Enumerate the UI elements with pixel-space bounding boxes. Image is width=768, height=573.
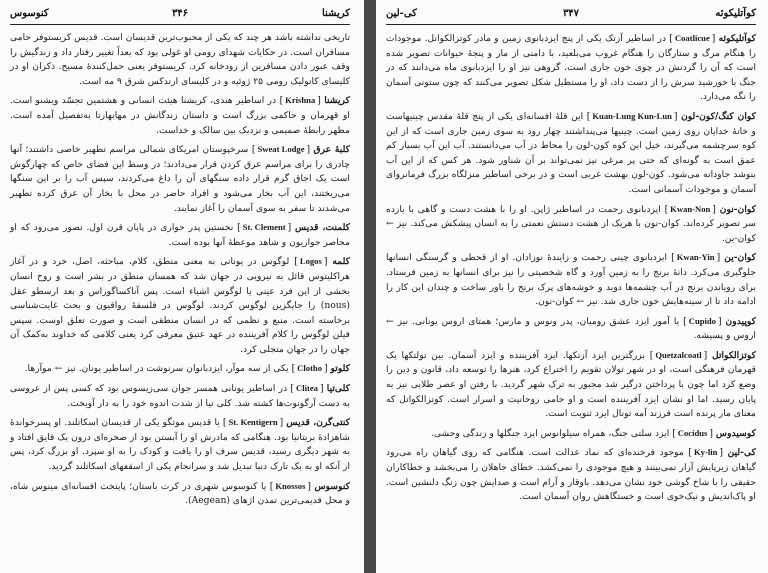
entry-ky-lin: کی-لین [Ky-lin] موجود فرخنده‌ای که نماد عدالت است. هنگامی که روی گیاهان راه می‌رود گیاهان زیرپایش آزار نمی‌بینند و هیچ موجودی را نمی‌کشد. خطای جاهلان را می‌بخشد و خطاکاران حقیقی را با شاخ گوشی خود نشان می‌دهد. باوقار و آرام است و صدایش چون زنگ دلنشین است. او پاک‌اندیش و نیک‌خوی است و خستگاهش روان آسمان است. <box>386 447 756 503</box>
running-head-right: کریشنا <box>321 8 350 19</box>
entry-term: کلبهٔ عرق <box>313 144 350 156</box>
right-page <box>376 0 768 573</box>
entry-kwan-yin: کوان-ین [Kwan-Yin] ایزدبانوی چینی رحمت و زایندهٔ نوزادان. او از قحطی و گرسنگی انسانها جلوگیری می‌کرد. دانهٔ برنج را به زمین آورد و گاه شخصیتی را نیز برای انسانها به زمین فرستاد. برای رویاندن برنج در آب چشمه‌ها دوید و خوشه‌های پرک برنج را باور ساخت و چندان این کار را ادامه داد تا از سینه‌هایش خون جاری شد. نیز ← کوان-نون. <box>386 252 756 308</box>
entry-logos: کلمه [Logos] لوگوس در یونانی به معنی منطق، کلام، مباحثه، اصل، خرد و در آغاز هراکلیتوس قائل به نیرویی در جهان شد که همسان منطق در بشر است و روح انسان بخشی از این فرد عینی یا لوگوس اشیاء است. پس آناکساگوراس و بعد ارسطو عقل (nous) را جایگزین لوگوس کردند. لوگوس در فلسفهٔ رواقیون و بحث غایت‌شناسی برخاسته است. منبع و نظمی که در انسان منطقی است و صورت تعلق اوست. سپس فیلن لوگوس را کلام آفریننده در عهد عتیق معرفی کرد یعنی کلامی که خداوند به‌کمک آن جهان را در جهان متجلی کرد. <box>10 256 350 355</box>
left-page-header <box>10 6 350 25</box>
entry-latin: Kwan-Yin <box>676 252 715 263</box>
entry-latin: Coatlicue <box>674 33 710 43</box>
entry-body: بزرگترین ایزد آزتکها. ایزد آفریننده و ایزد آسمان. بین تولتکها یک قهرمان فرهنگی است، او در شهر تولان تقویم را اختراع کرد، هنرها را توسعه داد، قانون و دین را وضع کرد اما چون با پرداختن درگیر شد مجبور به ترک شهر گردید. با رفتن او عصر طلایی نیز به پایان رسید. اما او نشان ایزد آفریننده است و او حامی روحانیت و اسرار است. کوتزالکواتل که معنای مار پرنده است فرزند آمه تونال ایزد ثنویت است. <box>386 349 756 420</box>
entry-body: یا قدیس موتگو یکی از قدیسان اسکاتلند. او پسرخواندهٔ شاهزادهٔ بریتانیا بود. هنگامی که مادرش او را آبستن بود از صخره‌ای درون یک قایق افتاد و به شهر دیگری رسید، قدیس سرف او را یافت و کودک را به او سپرد. او بزرگ کرد، پس از آنکه او به یک تارک دنیا تبدیل شد و سرانجام یکی از اسقفهای اسکاتلند گردید. <box>10 417 350 473</box>
entry-body: در اساطیر آزتک یکی از پنج ایزدبانوی زمین و مادر کوتزالکواتل. موجودات را هنگام مرگ و ستارگان را هنگام غروب می‌بلعید، با دامنی از مار و پنجهٔ حیوانات تصویر شده است که آن را گردنش در چوی خون جاری است. گروهی نیز او را ایزدبانوی ماه می‌دانند که در جنگ با خورشید سرش را از دست داد، او را مستطیل شکل تصویر می‌کنند که چون ستونی آسمان را نگه می‌دارد. <box>386 33 756 103</box>
entry-cocidus: کوسیدوس [Cocidus] ایزد سلتی جنگ، همراه سیلوانوس ایزد جنگلها و زندگی وحشی. <box>430 427 756 439</box>
entry-sweat-lodge: کلبهٔ عرق [Sweat Lodge] سرخپوستان امریکای شمالی مراسم تطهیر خاصی داشتند؛ آنها چادری را برای مراسم عرق کردن قرار می‌دادند؛ در وسط این فضای خاص که چهارگوش است یک اجاق گرم قرار داده سنگهای آن را داغ می‌کردند، سپس آب را بر این سنگها می‌ریختند، این آب بخار می‌شود و افراد حاضر در محل با بخار آن عرق کرده تطهیر می‌شدند تا سفر به سوی آسمان را آغاز نمایند. <box>10 144 350 214</box>
entry-body: نخستین پدر حواری در پایان قرن اول. تصور می‌رود که او محاصر حواریون و شاهد موعظهٔ آنها بوده است. <box>10 222 350 248</box>
entry-latin: Ky-lin <box>694 447 718 458</box>
entry-term: کوپیدون <box>725 315 757 327</box>
running-head-left: کی-لین <box>386 8 417 19</box>
entry-clotho: کلوتو [Clotho] یکی از سه موآر، ایزدبانوان سرنوشت در اساطیر یونان. نیز ← موآرها. <box>24 363 350 375</box>
entry-latin: Clitea <box>296 383 318 394</box>
entry-coatlicue: کوآتلیکوئه [Coatlicue] در اساطیر آزتک یکی از پنج ایزدبانوی زمین و مادر کوتزالکواتل. موجودات را هنگام مرگ و ستارگان را هنگام غروب می‌بلعید، با دامنی از مار و پنجهٔ حیوانات تصویر شده است که آن را گردنش در چوی خون جاری است. گروهی نیز او را ایزدبانوی ماه می‌دانند که در جنگ با خورشید سرش را از دست داد، او را مستطیل شکل تصویر می‌کنند که چون ستونی آسمان را نگه می‌دارد. <box>386 33 756 103</box>
entry-latin: Cocidus <box>677 427 708 438</box>
entry-st-kentigern: کنتی‌گرن، قدیس [St. Kentigern] یا قدیس موتگو یکی از قدیسان اسکاتلند. او پسرخواندهٔ شاهزادهٔ بریتانیا بود. هنگامی که مادرش او را آبستن بود از صخره‌ای درون یک قایق افتاد و به شهر دیگری رسید، قدیس سرف او را یافت و کودک را به او سپرد. او بزرگ کرد، پس از آنکه او به یک تارک دنیا تبدیل شد و سرانجام یکی از اسقفهای اسکاتلند گردید. <box>10 417 350 473</box>
entry-term: کلمه <box>332 256 350 268</box>
entry-term: کلوتو <box>330 363 350 375</box>
entry-body: این قلهٔ افسانه‌ای یکی از پنج قلهٔ مقدس چینیهاست و خانهٔ خدایان روی زمین است. چینیها می‌پنداشتند چهار رود به سوی زمین جاری است که از این کوه سرچشمه می‌گیرند، خیل این کوه کون-لون را محاط در آب می‌دانستند. آب این آب بسیار کم عمق است به گونه‌ای که حتی پر مرغی نیز نمی‌تواند بر آن شناور شود. هر کس که از این آب بنوشد جاودانه می‌شود. کون-لون بهشت غربی است و در برخی اساطیر منزلگاه بزرگ فرمانروای آسمان و موجودات آسمانی است. <box>386 110 756 195</box>
entry-latin: Clotho <box>297 363 323 374</box>
left-page <box>0 0 364 573</box>
entry-body: یکی از سه موآر، ایزدبانوان سرنوشت در اساطیر یونان. نیز ← موآرها. <box>24 363 289 375</box>
entry-latin: Cupido <box>688 315 716 326</box>
entry-latin: Kwan-Non <box>670 203 711 214</box>
entry-body: لوگوس در یونانی به معنی منطق، کلام، مباحثه، اصل، خرد و در آغاز هراکلیتوس قائل به نیرویی در جهان شد که همسان منطق در بشر است و روح انسان بخشی از این فرد عینی یا لوگوس اشیاء است. پس آناکساگوراس و بعد ارسطو عقل (nous) را جایگزین لوگوس کردند. لوگوس در فلسفهٔ رواقیون و بحث غایت‌شناسی برخاسته است. منبع و نظمی که در انسان منطقی است و صورت تعلق اوست. سپس فیلن لوگوس را کلام آفریننده در عهد عتیق معرفی کرد یعنی کلامی که خداوند به‌کمک آن جهان را در جهان متجلی کرد. <box>10 256 350 355</box>
entry-latin: St. Kentigern <box>228 417 278 428</box>
running-head-left: کنوسوس <box>10 8 49 19</box>
entry-body: ایزد سلتی جنگ، همراه سیلوانوس ایزد جنگلها و زندگی وحشی. <box>430 427 670 439</box>
entry-kwan-non: کوان-نون [Kwan-Non] ایزدبانوی رحمت در اساطیر ژاپن. او را با هشت دست و گاهی با یازده سر تصویر کرده‌اند. کوان-نون با هریک از هشت دستش نعمتی را به انسان پیشکش می‌کند. نیز ← کوان-ین. <box>386 203 756 244</box>
entry-term: کی-لین <box>727 447 756 459</box>
entry-quetzalcoatl: کوتزالکواتل [Quetzalcoatl] بزرگترین ایزد آزتکها. ایزد آفریننده و ایزد آسمان. بین تولتکها یک قهرمان فرهنگی است، او در شهر تولان تقویم را اختراع کرد، هنرها را توسعه داد، قانون و دین را وضع کرد اما چون با پرداختن درگیر شد مجبور به ترک شهر گردید. با رفتن او عصر طلایی نیز به پایان رسید. اما او نشان ایزد آفریننده است و او حامی روحانیت و اسرار است. کوتزالکواتل که معنای مار پرنده است فرزند آمه تونال ایزد ثنویت است. <box>386 349 756 420</box>
entry-body: موجود فرخنده‌ای که نماد عدالت است. هنگامی که روی گیاهان راه می‌رود گیاهان زیرپایش آزار نمی‌بینند و هیچ موجودی را نمی‌کشد. خطای جاهلان را می‌بخشد و خطاکاران حقیقی را با شاخ گوشی خود نشان می‌دهد. باوقار و آرام است و صدایش چون زنگ دلنشین است. او پاک‌اندیش و نیک‌خوی است و خستگاهش روان آسمان است. <box>386 447 756 503</box>
entry-cupido: کوپیدون [Cupido] یا آمور ایزد عشق رومیان، پدر ونوس و مارس؛ همتای اروس یونانی. نیز ← اروس و پسیشه. <box>386 315 757 342</box>
entry-body: سرخپوستان امریکای شمالی مراسم تطهیر خاصی داشتند؛ آنها چادری را برای مراسم عرق کردن قرار می‌دادند؛ در وسط این فضای خاص که چهارگوش است یک اجاق گرم قرار داده سنگهای آن را داغ می‌کردند، سپس آب را بر این سنگها می‌ریختند، این آب بخار می‌شود و افراد حاضر در محل با بخار آن عرق کرده تطهیر می‌شدند تا سفر به سوی آسمان را آغاز نمایند. <box>10 144 350 214</box>
entry-term: کوتزالکواتل <box>712 349 756 361</box>
running-head-right: کوآتلیکوئه <box>715 8 756 19</box>
entry-kun-lun: کوان کنگ/کون-لون [Kuan-Lung Kun-Lun] این قلهٔ افسانه‌ای یکی از پنج قلهٔ مقدس چینیهاست و خانهٔ خدایان روی زمین است. چینیها می‌پنداشتند چهار رود به سوی زمین جاری است که از این کوه سرچشمه می‌گیرند، خیل این کوه کون-لون را محاط در آب می‌دانستند. آب این آب بسیار کم عمق است به گونه‌ای که حتی پر مرغی نیز نمی‌تواند بر آن شناور شود. هر کس که از این آب بنوشد جاودانه می‌شود. کون-لون بهشت غربی است و در برخی اساطیر منزلگاه بزرگ فرمانروای آسمان و موجودات آسمانی است. <box>386 110 757 195</box>
entry-latin: Knossos <box>275 480 306 491</box>
entry-body: ایزدبانوی چینی رحمت و زایندهٔ نوزادان. او از قحطی و گرسنگی انسانها جلوگیری می‌کرد. دانهٔ برنج را به زمین آورد و گاه شخصیتی را نیز برای انسانها به زمین فرستاد. برای رویاندن برنج در آب چشمه‌ها دوید و خوشه‌های پرک برنج را باور ساخت و چندان این کار را ادامه داد تا از سینه‌هایش خون جاری شد. نیز ← کوان-نون. <box>386 252 756 308</box>
entry-latin: Sweat Lodge <box>257 144 305 155</box>
entry-body: یا آمور ایزد عشق رومیان، پدر ونوس و مارس؛ همتای اروس یونانی. نیز ← اروس و پسیشه. <box>386 315 756 342</box>
right-page-header <box>386 6 756 25</box>
entry-body: در اساطیر یونانی همسر جوان سی‌زیسوس بود که کسی پس از عروسی به دست آرگونوت‌ها کشته شد. کلی تیا از شدت اندوه خود را به دار آویخت. <box>10 383 350 409</box>
entry-term: کوان-ین <box>724 252 756 264</box>
entry-latin: Quetzalcoatl <box>655 349 702 360</box>
entry-body: در اساطیر هندی، کریشنا هیئت انسانی و هشتمین تجسّد ویشنو است. او قهرمان و حاکمی بزرگ است و داستان زندگانش در مهابهارتا به‌تفصیل آمده است. مظهر رابطهٔ صمیمی و نزدیک بین سالک و خداست. <box>10 95 350 136</box>
entry-continuation <box>10 31 350 89</box>
page-number: ۳۴۷ <box>562 8 580 19</box>
entry-krishna: کریشنا [Krishna] در اساطیر هندی، کریشنا هیئت انسانی و هشتمین تجسّد ویشنو است. او قهرمان و حاکمی بزرگ است و داستان زندگانش در مهابهارتا به‌تفصیل آمده است. مظهر رابطهٔ صمیمی و نزدیک بین سالک و خداست. <box>10 95 350 136</box>
entry-latin: Kuan-Lung Kun-Lun <box>592 110 672 121</box>
entry-st-clement: کلمنت، قدیس [St. Clement] نخستین پدر حواری در پایان قرن اول. تصور می‌رود که او محاصر حواریون و شاهد موعظهٔ آنها بوده است. <box>10 222 350 248</box>
entry-term: کنوسوس <box>314 480 350 492</box>
entry-latin: Logos <box>299 256 322 267</box>
entry-latin: St. Clement <box>242 222 286 233</box>
entry-term: کلی‌تیا <box>326 383 350 395</box>
entry-term: کوسیدوس <box>715 427 756 439</box>
page-number: ۳۴۶ <box>171 8 189 19</box>
entry-term: کریشنا <box>324 95 350 107</box>
entry-term: کلمنت، قدیس <box>295 222 350 234</box>
entry-term: کوآتلیکوئه <box>718 33 756 44</box>
entry-term: کنتی‌گرن، قدیس <box>286 417 350 429</box>
entry-clitea: کلی‌تیا [Clitea] در اساطیر یونانی همسر جوان سی‌زیسوس بود که کسی پس از عروسی به دست آرگونوت‌ها کشته شد. کلی تیا از شدت اندوه خود را به دار آویخت. <box>10 383 350 409</box>
entry-latin: Krishna <box>285 95 316 106</box>
entry-body: یا کنوسوس شهری در کرت باستان؛ پایتخت افسانه‌ای مینوس شاه، و محل قدیمی‌ترین تمدن اژهای (Aegean). <box>10 480 350 507</box>
entry-body: ایزدبانوی رحمت در اساطیر ژاپن. او را با هشت دست و گاهی با یازده سر تصویر کرده‌اند. کوان-نون با هریک از هشت دستش نعمتی را به انسان پیشکش می‌کند. نیز ← کوان-ین. <box>386 203 756 244</box>
entry-knossos: کنوسوس [Knossos] یا کنوسوس شهری در کرت باستان؛ پایتخت افسانه‌ای مینوس شاه، و محل قدیمی‌ترین تمدن اژهای (Aegean). <box>10 480 350 507</box>
page-gutter <box>364 0 376 573</box>
entry-term: کوان کنگ/کون-لون <box>681 110 757 122</box>
entry-term: کوان-نون <box>719 203 756 215</box>
entry-body: تاریخی نداشته باشد هر چند که یکی از محبوب‌ترین قدیسان است. قدیس کریستوفر حامی مسافران است. در حکایات شهدای رومی او غولی بود که بعداً تغییر رفتار داد و زندگیش را وقف عبور دادن مسافرین از رودخانه کرد. کریستوفر یعنی حمل‌کنندهٔ مسیح. ذکران او در کلیسای کاتولیک رومی ۲۵ ژوئیه و در کلیسای ارتدکس شرق ۹ مه است. <box>10 32 350 87</box>
